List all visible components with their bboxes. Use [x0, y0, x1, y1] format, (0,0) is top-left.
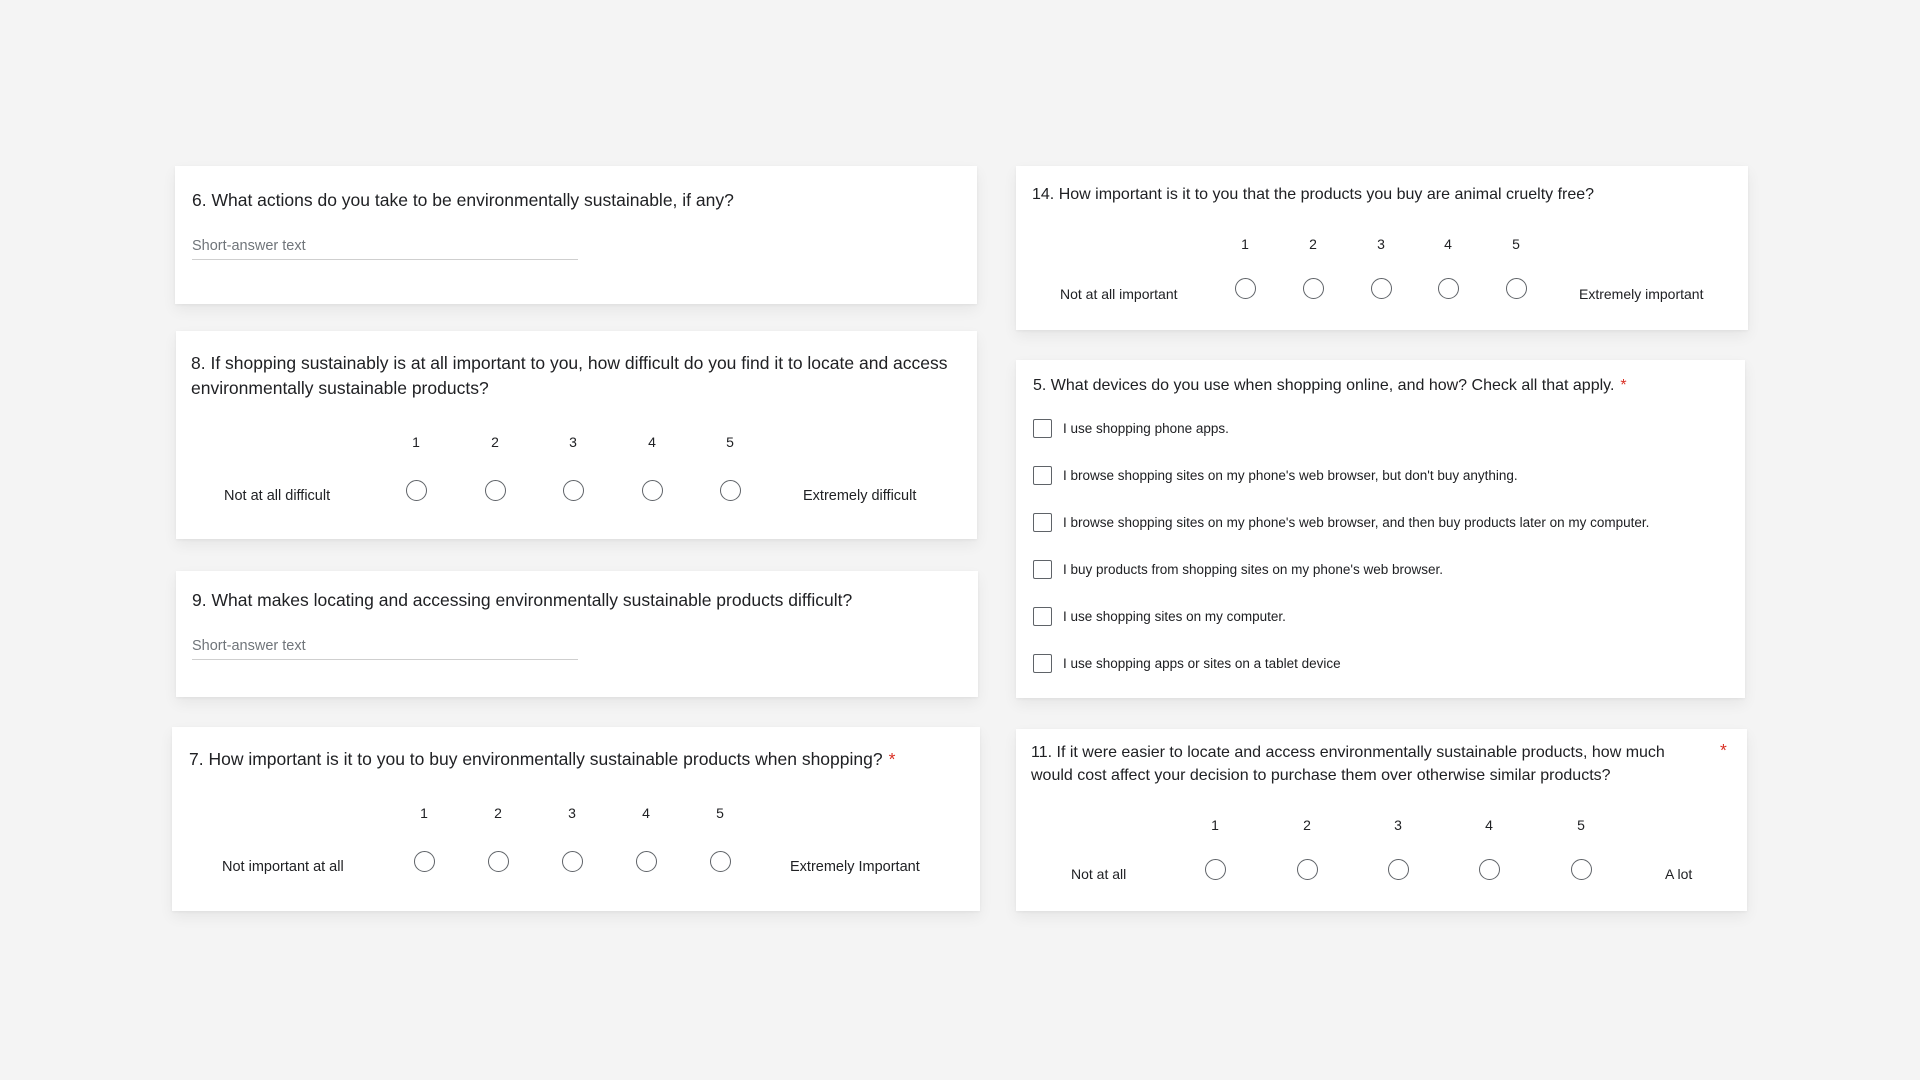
question-card-9	[176, 571, 978, 697]
checkbox-option-6[interactable]	[1033, 654, 1341, 673]
radio-3[interactable]	[562, 851, 583, 872]
scale-high-label: Extremely Important	[790, 859, 920, 875]
question-card-6	[175, 166, 977, 304]
scale-number-2: 2	[1303, 817, 1311, 833]
checkbox-option-2[interactable]	[1033, 466, 1518, 485]
short-answer-input[interactable]: Short-answer text	[192, 236, 578, 260]
radio-4[interactable]	[636, 851, 657, 872]
scale-low-label: Not at all	[1071, 866, 1127, 882]
question-card-14	[1016, 166, 1748, 330]
radio-2[interactable]	[488, 851, 509, 872]
scale-number-5: 5	[1577, 817, 1585, 833]
question-title: 11. If it were easier to locate and access environmentally sustainable products, how much would cost affect your decision to purchase them over otherwise similar products?	[1031, 744, 1665, 784]
checkbox-label: I use shopping apps or sites on a tablet device	[1063, 656, 1341, 671]
checkbox-label: I browse shopping sites on my phone's web browser, and then buy products later on my computer.	[1063, 515, 1650, 530]
checkbox-option-1[interactable]	[1033, 419, 1229, 438]
radio-5[interactable]	[710, 851, 731, 872]
radio-4[interactable]	[1438, 278, 1459, 299]
short-answer-input[interactable]: Short-answer text	[192, 636, 578, 660]
radio-4[interactable]	[1479, 859, 1500, 880]
scale-high-label: Extremely difficult	[803, 488, 917, 504]
scale-number-3: 3	[569, 434, 577, 450]
scale-number-5: 5	[716, 805, 724, 821]
question-text: 7. How important is it to you to buy environmentally sustainable products when shopping?	[189, 749, 883, 769]
checkbox[interactable]	[1033, 654, 1052, 673]
scale-number-4: 4	[642, 805, 650, 821]
scale-high-label: Extremely important	[1579, 286, 1704, 302]
scale-number-4: 4	[648, 434, 656, 450]
checkbox-label: I use shopping phone apps.	[1063, 421, 1229, 436]
question-title	[189, 747, 969, 772]
scale-number-1: 1	[412, 434, 420, 450]
scale-number-4: 4	[1444, 236, 1452, 252]
scale-number-1: 1	[1241, 236, 1249, 252]
question-text: 5. What devices do you use when shopping online, and how? Check all that apply.	[1033, 377, 1615, 394]
radio-3[interactable]	[1371, 278, 1392, 299]
required-asterisk: *	[1720, 740, 1727, 760]
checkbox-option-3[interactable]	[1033, 513, 1649, 532]
question-title	[1033, 373, 1733, 398]
radio-1[interactable]	[414, 851, 435, 872]
question-card-8	[176, 331, 977, 539]
scale-low-label: Not at all important	[1060, 286, 1178, 302]
scale-number-5: 5	[1512, 236, 1520, 252]
radio-1[interactable]	[1235, 278, 1256, 299]
required-asterisk: *	[888, 749, 896, 769]
radio-5[interactable]	[1571, 859, 1592, 880]
question-card-5	[1016, 360, 1745, 698]
radio-5[interactable]	[1506, 278, 1527, 299]
scale-number-3: 3	[1394, 817, 1402, 833]
required-asterisk: *	[1620, 377, 1627, 394]
checkbox[interactable]	[1033, 560, 1052, 579]
checkbox-label: I browse shopping sites on my phone's web browser, but don't buy anything.	[1063, 468, 1518, 483]
scale-number-3: 3	[1377, 236, 1385, 252]
question-card-11	[1016, 729, 1747, 911]
checkbox-option-5[interactable]	[1033, 607, 1286, 626]
question-title: 14. How important is it to you that the products you buy are animal cruelty free?	[1032, 186, 1595, 203]
scale-high-label: A lot	[1665, 866, 1693, 882]
question-title: 8. If shopping sustainably is at all important to you, how difficult do you find it to locate and access environmentally sustainable products?	[191, 353, 948, 398]
scale-number-3: 3	[568, 805, 576, 821]
radio-1[interactable]	[406, 480, 427, 501]
scale-number-1: 1	[420, 805, 428, 821]
checkbox[interactable]	[1033, 419, 1052, 438]
radio-3[interactable]	[1388, 859, 1409, 880]
scale-low-label: Not at all difficult	[224, 488, 331, 504]
question-title: 6. What actions do you take to be environmentally sustainable, if any?	[192, 190, 734, 210]
checkbox-label: I use shopping sites on my computer.	[1063, 609, 1286, 624]
scale-number-5: 5	[726, 434, 734, 450]
radio-2[interactable]	[1303, 278, 1324, 299]
radio-2[interactable]	[1297, 859, 1318, 880]
radio-4[interactable]	[642, 480, 663, 501]
scale-number-4: 4	[1485, 817, 1493, 833]
radio-3[interactable]	[563, 480, 584, 501]
scale-number-2: 2	[491, 434, 499, 450]
radio-2[interactable]	[485, 480, 506, 501]
checkbox-label: I buy products from shopping sites on my phone's web browser.	[1063, 562, 1444, 577]
question-card-7	[172, 727, 980, 911]
scale-number-2: 2	[1309, 236, 1317, 252]
question-title: 9. What makes locating and accessing environmentally sustainable products difficult?	[192, 590, 853, 610]
radio-1[interactable]	[1205, 859, 1226, 880]
scale-number-1: 1	[1211, 817, 1219, 833]
scale-low-label: Not important at all	[222, 859, 344, 875]
radio-5[interactable]	[720, 480, 741, 501]
scale-number-2: 2	[494, 805, 502, 821]
checkbox[interactable]	[1033, 607, 1052, 626]
checkbox[interactable]	[1033, 513, 1052, 532]
checkbox-option-4[interactable]	[1033, 560, 1443, 579]
checkbox[interactable]	[1033, 466, 1052, 485]
